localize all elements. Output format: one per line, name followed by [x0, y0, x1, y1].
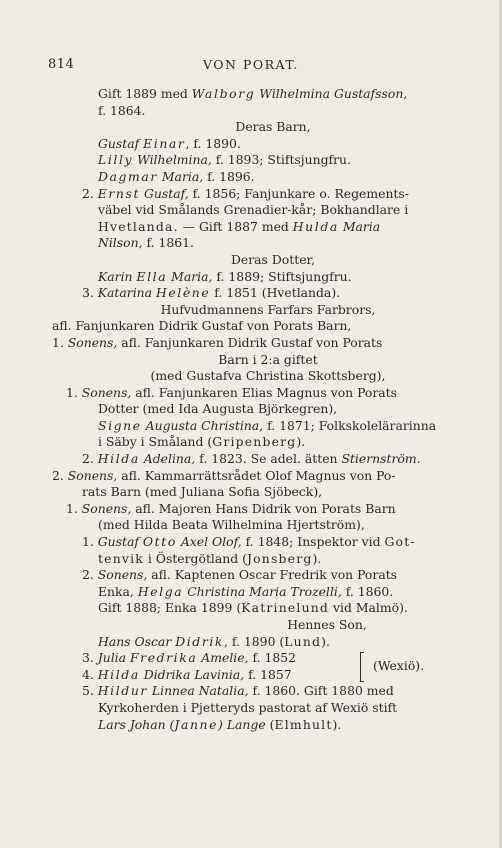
text-run: f. 1860. Gift 1880 med [248, 683, 394, 699]
text-run: Walborg [191, 86, 256, 101]
brace-note: (Wexiö). [373, 658, 425, 674]
text-run: Linnea Natalia, [151, 683, 249, 699]
text-run: ). [296, 434, 306, 450]
text-line [52, 501, 454, 518]
text-run: Otto [142, 534, 177, 550]
text-line [52, 584, 454, 601]
text-run: Sonens, [97, 567, 148, 583]
section-heading [52, 368, 454, 385]
text-run: Ernst [97, 185, 141, 201]
text-line [52, 451, 454, 468]
section-heading [52, 119, 454, 136]
text-run: (med Gustafva Christina Skottsberg), [150, 368, 386, 384]
text-run: Gripenberg [212, 434, 297, 450]
text-run: Fredrika [129, 650, 198, 666]
text-run: (med Hilda Beata Wilhelmina Hjertström), [98, 517, 365, 533]
text-run: , f. 1890 ( [224, 633, 285, 649]
text-run: 2. [82, 451, 98, 467]
text-run: Sonens, [81, 500, 132, 516]
text-run: — Gift 1887 med [178, 218, 293, 234]
text-run: f. 1861. [142, 235, 194, 251]
text-run: Hildur [97, 683, 148, 699]
text-run: f. 1893; Stiftsjungfru. [211, 152, 351, 168]
text-line [52, 551, 454, 568]
text-run: Hilda [97, 451, 140, 467]
text-line [52, 567, 454, 584]
text-run: Lilly [98, 152, 134, 168]
text-run: Signe [98, 417, 142, 433]
running-head: VON PORAT. [203, 57, 299, 72]
text-run: Gustaf [97, 534, 143, 550]
text-run: Janne [174, 716, 219, 732]
text-run: f. 1851 (Hvetlanda). [210, 285, 341, 301]
text-line [52, 683, 454, 700]
text-run: Hufvudmannens Farfars Farbrors, [160, 301, 376, 317]
text-run: afl. Fanjunkaren Elias Magnus von Porats [131, 384, 398, 400]
text-run: väbel vid Smålands Grenadier-kår; Bokhandlare i [98, 202, 409, 218]
text-line [52, 385, 454, 402]
text-run: Einar [143, 135, 186, 151]
text-line [52, 335, 454, 352]
text-line [52, 235, 454, 252]
text-run: 1. [52, 334, 68, 350]
text-run: afl. Fanjunkaren Didrik Gustaf von Porats Barn, [52, 318, 352, 334]
text-run: Lars Johan ( [98, 716, 175, 732]
text-run: rats Barn (med Juliana Sofia Sjöbeck), [82, 484, 323, 500]
section-heading [52, 302, 454, 319]
text-run: Jonsberg [246, 550, 313, 566]
text-run: Maria, [171, 268, 213, 284]
text-run: Deras Barn, [235, 119, 311, 135]
text-run: 1. [66, 384, 82, 400]
text-run: f. 1864. [98, 102, 146, 118]
text-run: 2. [82, 185, 98, 201]
text-run: Hulda [292, 218, 339, 234]
text-run: Sonens, [81, 384, 132, 400]
page-number: 814 [48, 57, 75, 72]
text-run: Ella [136, 268, 168, 284]
text-run: Gift 1889 med [98, 86, 192, 101]
text-run: Katarina [97, 285, 156, 301]
text-run: ( [265, 716, 275, 732]
text-run: 3. [82, 650, 98, 666]
text-run: vid Malmö). [329, 600, 408, 616]
text-run: 4. [82, 666, 98, 682]
text-run: Didrik [175, 633, 225, 649]
text-run: Lund [284, 633, 322, 649]
text-line [52, 468, 454, 485]
text-line [52, 269, 454, 286]
text-line [52, 484, 454, 501]
text-run: Christina Maria Trozelli, [187, 583, 342, 599]
page-header [48, 57, 472, 75]
brace [360, 650, 424, 683]
text-run: ) Lange [218, 716, 266, 732]
text-run: afl. Kaptenen Oscar Fredrik von Porats [147, 567, 398, 583]
text-run: 2. [82, 567, 98, 583]
text-run: Hennes Son, [287, 617, 367, 632]
genealogy-text [52, 86, 454, 733]
text-run: f. 1871; Folkskolelärarinna [263, 417, 437, 433]
text-run: ). [312, 550, 322, 566]
text-run: Wilhelmina Gustafsson, [259, 86, 408, 101]
section-heading [52, 352, 454, 369]
text-run: , f. 1890. [185, 135, 241, 151]
text-run: Dagmar [98, 168, 158, 184]
text-run: Kyrkoherden i Pjetteryds pastorat af Wexiö stift [98, 699, 398, 715]
text-line [52, 534, 454, 551]
text-line [52, 285, 454, 302]
text-run: f. 1889; Stiftsjungfru. [212, 268, 352, 284]
brace-group [52, 650, 454, 683]
text-line [52, 401, 454, 418]
text-run: Sonens, [67, 467, 118, 483]
text-run: Gustaf, [144, 185, 189, 201]
text-run: i Säby i Småland ( [98, 434, 213, 450]
text-line [52, 86, 454, 103]
text-run: Maria [342, 218, 381, 234]
text-run: afl. Majoren Hans Didrik von Porats Barn [131, 500, 396, 516]
text-line [52, 634, 454, 651]
text-run: 1. [66, 500, 82, 516]
text-line [52, 700, 454, 717]
text-run: 3. [82, 285, 98, 301]
brace-mark [360, 652, 367, 682]
text-run: Hvetlanda. [98, 218, 179, 234]
text-run: Julia [97, 650, 130, 666]
text-run: f. 1896. [203, 168, 255, 184]
text-run: Helène [155, 285, 211, 301]
text-run: Didrika Lavinia, [143, 666, 245, 682]
text-line [52, 186, 454, 203]
text-run: Gustaf [98, 135, 144, 151]
text-line [52, 600, 454, 617]
text-run: f. 1848; Inspektor vid [241, 534, 385, 550]
text-run: afl. Fanjunkaren Didrik Gustaf von Porats [117, 334, 383, 350]
text-run: Helga [137, 583, 184, 599]
text-run: Amelie, [201, 650, 249, 666]
text-run: Deras Dotter, [230, 251, 316, 267]
text-line [52, 717, 454, 734]
text-run: Elmhult [274, 716, 333, 732]
text-line [52, 169, 454, 186]
text-run: tenvik [98, 550, 144, 566]
text-run: 5. [82, 683, 98, 699]
text-run: Augusta Christina, [145, 417, 264, 433]
text-run: f. 1852 [248, 650, 297, 666]
text-run: Adelina, [143, 451, 196, 467]
text-run: 1. [82, 534, 98, 550]
text-run: ). [332, 716, 342, 732]
text-line [52, 202, 454, 219]
text-run: Gift 1888; Enka 1899 ( [98, 600, 242, 616]
text-line [52, 136, 454, 153]
text-run: Enka, [98, 583, 138, 599]
text-run: Stiernström. [341, 451, 421, 467]
text-line [52, 103, 454, 120]
text-run: f. 1860. [341, 583, 394, 599]
text-run: Katrinelund [241, 600, 330, 616]
text-run: Maria, [161, 168, 204, 184]
text-run: Barn i 2:a giftet [218, 351, 318, 367]
text-run: Dotter (med Ida Augusta Björkegren), [98, 401, 338, 417]
text-line [52, 219, 454, 236]
text-run: Axel Olof, [180, 534, 242, 550]
text-line [52, 152, 454, 169]
text-line [52, 517, 454, 534]
text-line [52, 418, 454, 435]
text-line [52, 434, 454, 451]
text-run: Got- [384, 534, 416, 550]
text-run: afl. Kammarrättsrådet Olof Magnus von Po- [117, 467, 396, 483]
section-heading [52, 617, 454, 634]
text-run: Hilda [97, 666, 140, 682]
text-run: f. 1856; Fanjunkare o. Regements- [188, 185, 409, 201]
text-run: i Östergötland ( [143, 550, 247, 566]
text-run: Karin [98, 268, 137, 284]
text-run: Hans Oscar [98, 633, 176, 649]
text-run: Wilhelmina, [137, 152, 212, 168]
text-run: ). [321, 633, 330, 649]
text-run: f. 1857 [244, 666, 292, 682]
text-run: Sonens, [67, 334, 118, 350]
text-run: f. 1823. Se adel. ätten [195, 451, 342, 467]
text-run: Nilson, [98, 235, 143, 251]
text-run: 2. [52, 467, 68, 483]
section-heading [52, 252, 454, 269]
text-line [52, 318, 454, 335]
